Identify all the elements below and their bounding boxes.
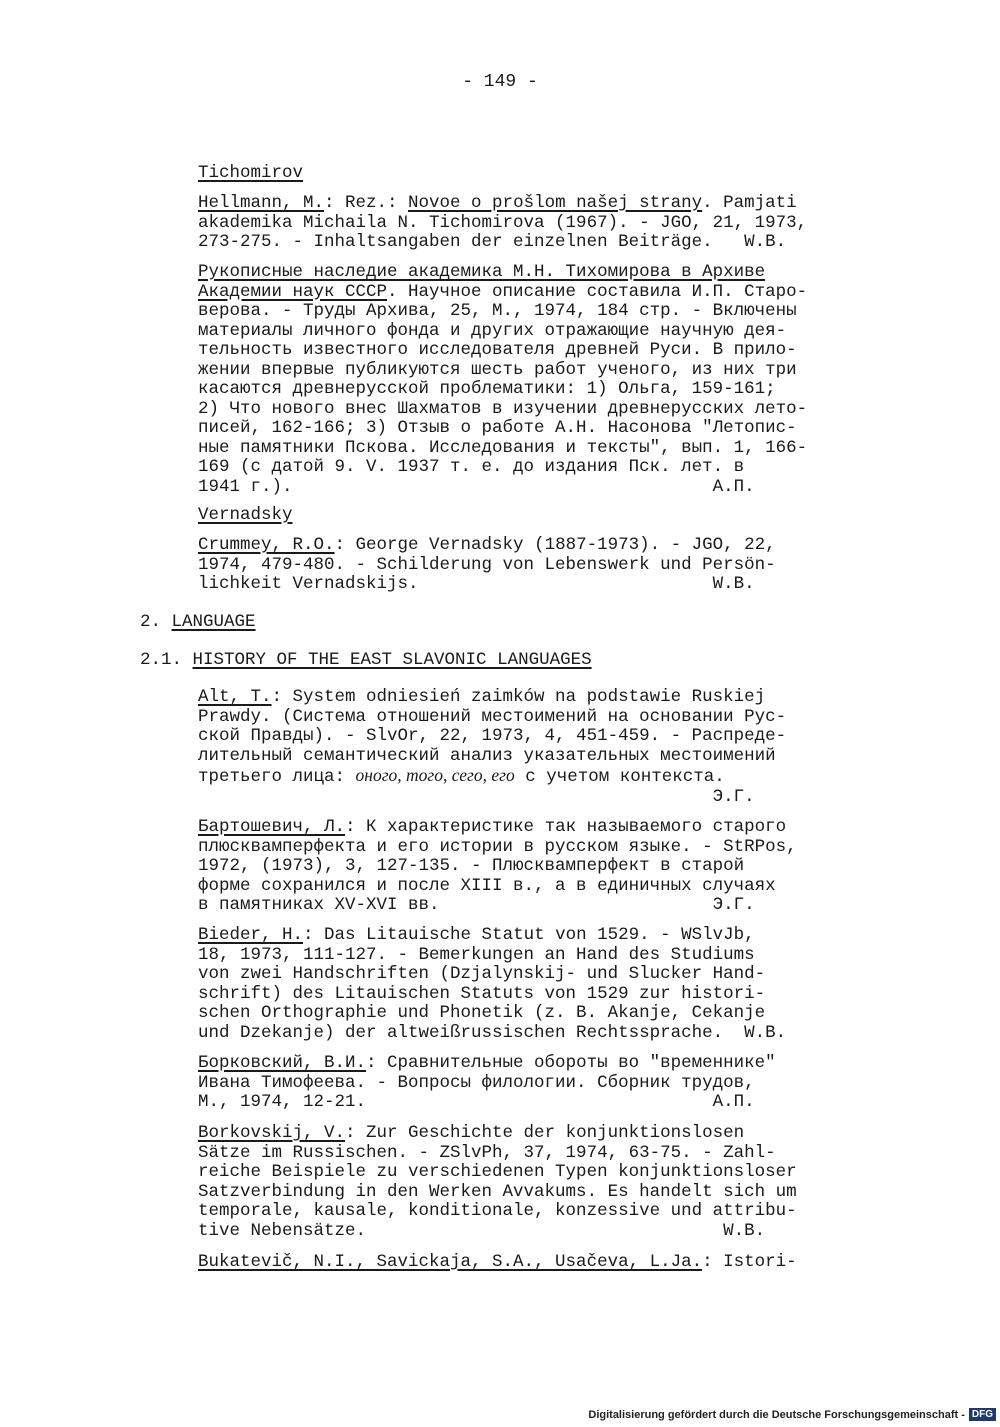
section-heading-tichomirov [198, 164, 878, 184]
entry-line: Sätze im Russischen. - ZSlvPh, 37, 1974, 63-75. - Zahl- [198, 1142, 776, 1163]
entry-line: касаются древнерусской проблематики: 1) Ольга, 159-161; [198, 379, 776, 399]
entry-text: : Rez.: [324, 193, 409, 213]
entry-author: Borkovskij, V. [198, 1123, 346, 1143]
section-heading-vernadsky [198, 506, 878, 526]
section-number: 2. [140, 612, 172, 632]
entry-line: 1974, 479-480. - Schilderung von Lebenswerk und Persön- [198, 554, 776, 575]
entry-author: Hellmann, M. [198, 193, 325, 213]
entry-bieder [198, 926, 878, 1043]
entry-text: . Научное описание составила И.П. Старо- [387, 281, 808, 302]
heading-text: HISTORY OF THE EAST SLAVONIC LANGUAGES [192, 650, 592, 670]
entry-line: von zwei Handschriften (Dzjalynskij- und Slucker Hand- [198, 964, 766, 984]
entry-bukatevic [198, 1253, 878, 1273]
entry-title: Рукописные наследие академика М.Н. Тихомирова в Архиве [198, 262, 766, 282]
entry-text: : Das Litauische Statut von 1529. - WSlvJb, [303, 925, 755, 945]
entry-line: форме сохранился и после XIII в., а в единичных случаях [198, 875, 776, 896]
section-heading-language [140, 612, 256, 632]
section-number: 2.1. [140, 650, 193, 670]
entry-author: Bieder, H. [198, 925, 304, 945]
entry-author: Crummey, R.O. [198, 535, 335, 555]
entry-line: akademika Michaila N. Tichomirova (1967). - JGO, 21, 1973, [198, 212, 808, 233]
entry-line: Satzverbindung in den Werken Avvakums. Es handelt sich um [198, 1181, 797, 1202]
entry-line: верова. - Труды Архива, 25, М., 1974, 184 стр. - Включены [198, 301, 797, 321]
entry-italic: оного, того, сего, его [355, 765, 515, 785]
entry-line: lichkeit Vernadskijs. W.B. [198, 574, 755, 594]
entry-line: материалы личного фонда и других отражающие научную дея- [198, 320, 787, 341]
entry-line: М., 1974, 12-21. А.П. [198, 1092, 755, 1112]
entry-text: : Istori- [702, 1252, 797, 1272]
heading-text: Vernadsky [198, 505, 293, 525]
entry-author: Bukatevič, N.I., Savickaja, S.A., Usačeva, L.Ja. [198, 1252, 703, 1272]
entry-line: reiche Beispiele zu verschiedenen Typen konjunktionsloser [198, 1162, 797, 1182]
entry-text: : George Vernadsky (1887-1973). - JGO, 22, [334, 535, 776, 555]
entry-borkovskij-de [198, 1124, 878, 1241]
entry-line: temporale, kausale, konditionale, konzessive und attribu- [198, 1201, 797, 1221]
entry-title: Novoe o prošlom našej strany [408, 193, 703, 213]
entry-text: с учетом контекста. [514, 767, 725, 787]
entry-bartoshevich [198, 818, 878, 916]
entry-borkovskij-ru [198, 1054, 878, 1113]
entry-line: 1941 г.). А.П. [198, 476, 755, 497]
heading-text: LANGUAGE [171, 612, 256, 632]
footer-text: Digitalisierung gefördert durch die Deutsche Forschungsgemeinschaft - [588, 1408, 965, 1421]
section-heading-history [140, 650, 592, 670]
entry-text: . Pamjati [702, 193, 797, 213]
entry-line: Ивана Тимофеева. - Вопросы филологии. Сборник трудов, [198, 1072, 755, 1093]
entry-line: писей, 162-166; 3) Отзыв о работе А.Н. Насонова "Летопис- [198, 418, 797, 438]
entry-alt [198, 688, 878, 807]
entry-text: : К характеристике так называемого старого [345, 817, 787, 837]
entry-line: Prawdy. (Система отношений местоимений на основании Рус- [198, 706, 787, 727]
entry-line: schrift) des Litauischen Statuts von 1529 zur histori- [198, 983, 766, 1004]
entry-text: : Zur Geschichte der konjunktionslosen [345, 1123, 745, 1143]
dfg-logo-icon: DFG [969, 1408, 996, 1421]
entry-line: в памятниках XV-XVI вв. Э.Г. [198, 895, 755, 915]
entry-line: лительный семантический анализ указательных местоимений [198, 745, 776, 766]
entry-hellmann [198, 194, 878, 253]
entry-line: 273-275. - Inhaltsangaben der einzelnen Beiträge. W.B. [198, 232, 787, 252]
entry-line: 2) Что нового внес Шахматов в изучении древнерусских лето- [198, 398, 808, 419]
entry-line: 18, 1973, 111-127. - Bemerkungen an Hand des Studiums [198, 944, 755, 965]
entry-line: schen Orthographie und Phonetik (z. B. Akanje, Cekanje [198, 1003, 766, 1023]
entry-line: 1972, (1973), 3, 127-135. - Плюсквамперфект в старой [198, 856, 745, 876]
entry-line: тельность известного исследователя древней Руси. В прило- [198, 340, 797, 360]
entry-tichomirov-archive [198, 263, 878, 497]
entry-line: 169 (с датой 9. V. 1937 т. е. до издания Пск. лет. в [198, 457, 745, 477]
entry-author: Alt, T. [198, 687, 272, 707]
entry-text: : System odniesień zaimków na podstawie Ruskiej [271, 687, 766, 707]
entry-line: tive Nebensätze. W.B. [198, 1220, 766, 1241]
entry-author: Бартошевич, Л. [198, 817, 346, 837]
entry-title: Академии наук СССР [198, 281, 388, 302]
page-number: - 149 - [462, 72, 538, 92]
entry-line: ской Правды). - SlvOr, 22, 1973, 4, 451-459. - Распреде- [198, 726, 787, 746]
entry-signature: Э.Г. [198, 786, 755, 807]
entry-line: ные памятники Пскова. Исследования и тексты", вып. 1, 166- [198, 437, 808, 458]
entry-line: und Dzekanje) der altweißrussischen Rechtssprache. W.B. [198, 1022, 787, 1043]
entry-text: : Сравнительные обороты во "временнике" [366, 1053, 776, 1073]
entry-line: плюсквамперфекта и его истории в русском языке. - StRPos, [198, 836, 797, 857]
heading-text: Tichomirov [198, 163, 304, 183]
dfg-footer [588, 1408, 996, 1421]
entry-author: Борковский, В.И. [198, 1053, 367, 1073]
entry-line: жении впервые публикуются шесть работ ученого, из них три [198, 359, 797, 380]
entry-crummey [198, 536, 878, 595]
entry-text: третьего лица: [198, 767, 356, 787]
